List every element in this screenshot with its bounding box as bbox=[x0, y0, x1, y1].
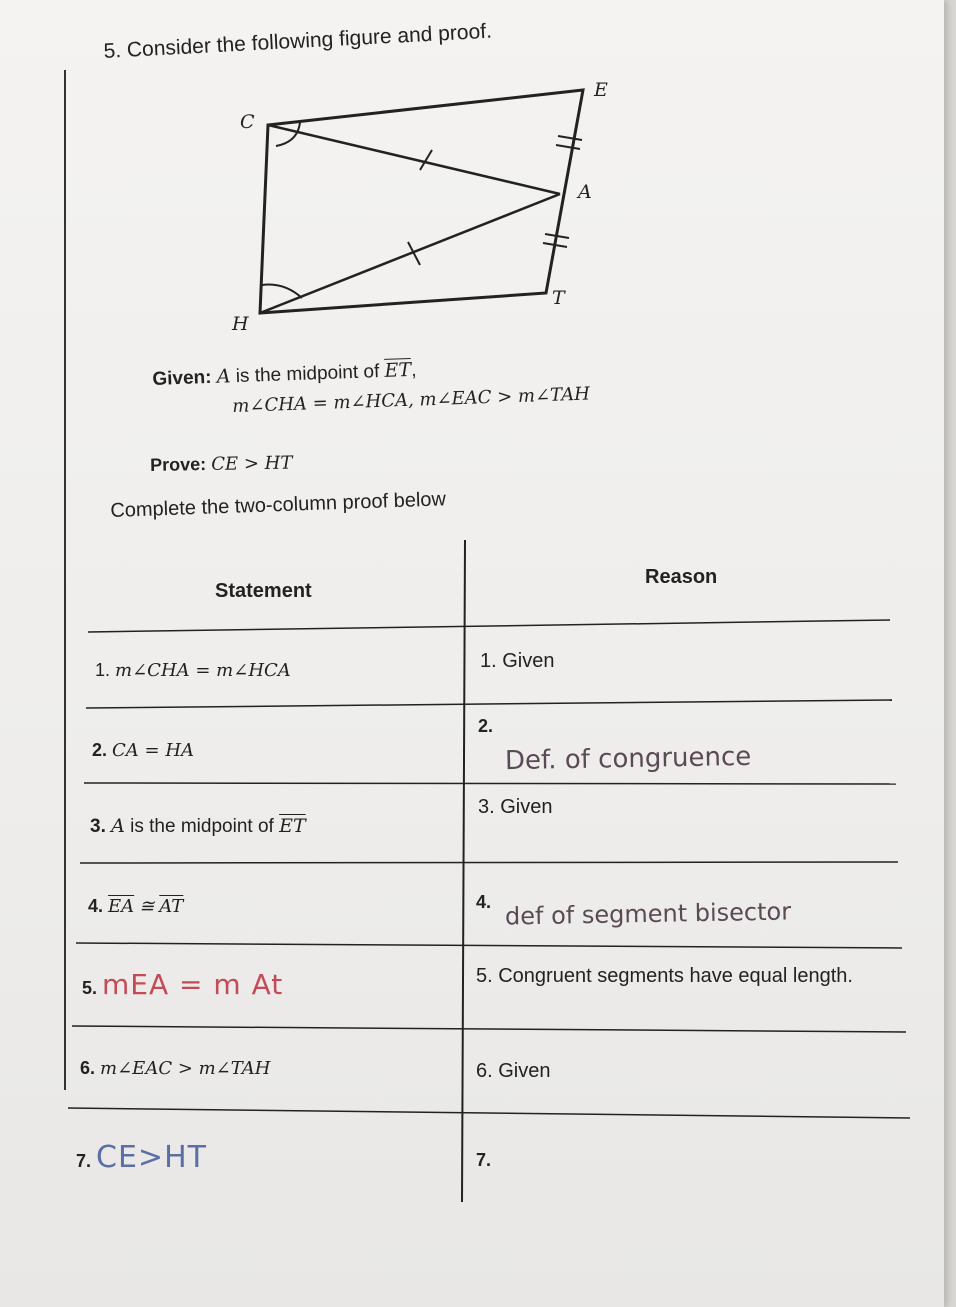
statement-6: m∠EAC > m∠TAH bbox=[100, 1058, 271, 1079]
reason-2-handwritten: Def. of congruence bbox=[504, 741, 752, 777]
reason-6: 6. Given bbox=[476, 1060, 551, 1082]
reason-4-handwritten: def of segment bisector bbox=[504, 897, 792, 931]
table-row: 7. CE>HT bbox=[76, 1140, 207, 1175]
statement-2: CA = HA bbox=[112, 740, 195, 761]
given-label: Given: bbox=[152, 366, 212, 390]
table-row: 3. A is the midpoint of $\overline{ET}$ bbox=[90, 815, 306, 837]
label-e: E bbox=[594, 79, 608, 101]
proof-table-grid bbox=[0, 540, 944, 1210]
table-row: 5. mEA = m At bbox=[82, 968, 284, 1001]
prove-statement: CE > HT bbox=[211, 452, 293, 475]
reason-7-number: 7. bbox=[476, 1150, 492, 1170]
reason-1: 1. Given bbox=[480, 650, 555, 672]
label-h: H bbox=[232, 313, 249, 335]
reason-5: 5. Congruent segments have equal length. bbox=[476, 965, 853, 987]
prove-line: Prove: CE > HT bbox=[150, 452, 293, 475]
given-line: Given: A is the midpoint of $\overline{ET}$, bbox=[152, 358, 417, 390]
reason-3: 3. Given bbox=[478, 796, 553, 818]
statement-5-handwritten: mEA = m At bbox=[102, 968, 284, 1001]
label-c: C bbox=[240, 111, 255, 133]
given-angles: m∠CHA = m∠HCA, m∠EAC > m∠TAH bbox=[232, 383, 591, 417]
reason-2-number: 2. bbox=[478, 716, 494, 736]
statement-header: Statement bbox=[215, 580, 312, 602]
geometry-figure bbox=[180, 70, 660, 350]
statement-1: m∠CHA = m∠HCA bbox=[115, 660, 291, 681]
table-row: 2. CA = HA bbox=[92, 740, 195, 761]
instruction-text: Complete the two-column proof below bbox=[110, 488, 447, 522]
quadrilateral bbox=[260, 90, 583, 313]
label-a: A bbox=[578, 181, 592, 203]
segment-ca bbox=[268, 125, 560, 194]
table-row: 6. m∠EAC > m∠TAH bbox=[80, 1058, 271, 1079]
question-title: 5. Consider the following figure and proof. bbox=[103, 19, 493, 63]
table-row: 1. m∠CHA = m∠HCA bbox=[95, 660, 291, 681]
reason-4-number: 4. bbox=[476, 892, 492, 912]
table-row: 4. $\overline{EA}$ ≅ $\overline{AT}$ bbox=[88, 896, 184, 917]
reason-header: Reason bbox=[645, 566, 718, 588]
statement-7-handwritten: CE>HT bbox=[96, 1140, 207, 1175]
label-t: T bbox=[552, 287, 565, 309]
